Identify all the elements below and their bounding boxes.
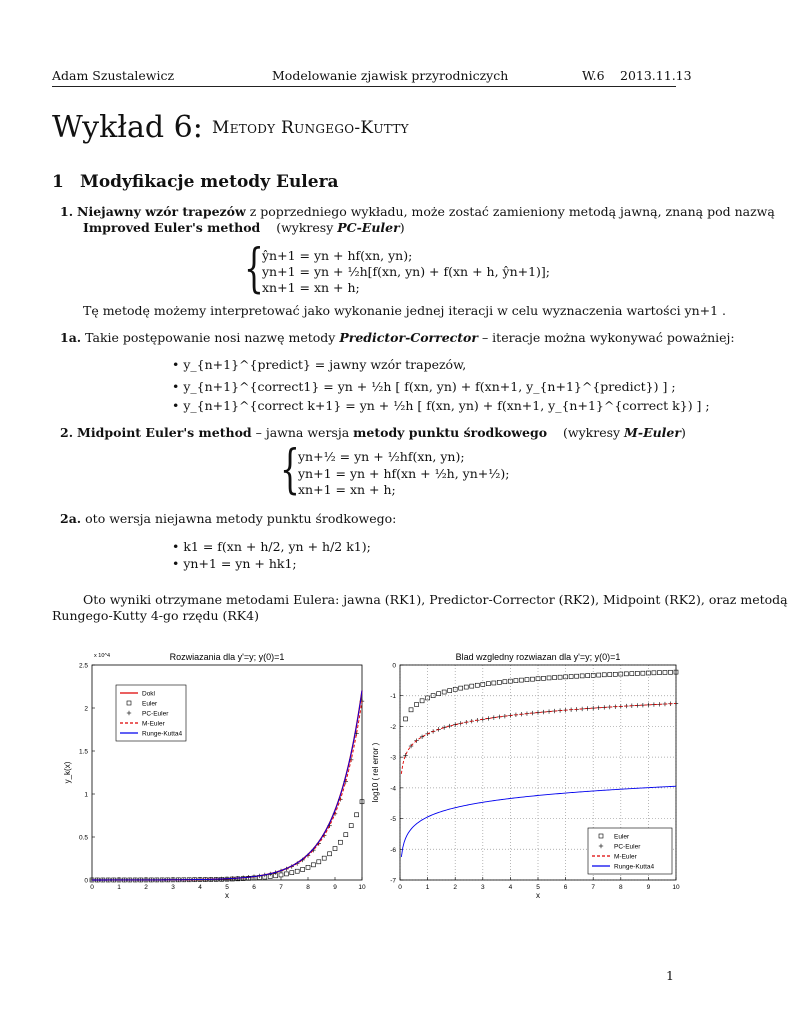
chart-title: Blad wzgledny rozwiazan dla y'=y; y(0)=1 — [455, 652, 621, 662]
point-euler — [575, 674, 579, 678]
y-tick-label: 2.5 — [78, 662, 88, 670]
point-euler — [652, 671, 656, 675]
point-euler — [602, 673, 606, 677]
x-tick-label: 1 — [117, 884, 121, 891]
item1-bold2: Improved Euler's method — [83, 220, 261, 235]
item1-bold: Niejawny wzór trapezów — [77, 204, 246, 219]
point-euler — [306, 865, 310, 869]
point-euler — [492, 681, 496, 685]
point-euler — [641, 671, 645, 675]
item1a-bullet-2: • y_{n+1}^{correct1} = yn + ½h [ f(xn, yn) + f(xn+1, y_{n+1}^{predict}) ] ; — [172, 379, 676, 394]
point-euler — [475, 683, 479, 687]
x-tick-label: 4 — [508, 884, 513, 891]
point-euler — [279, 873, 283, 877]
point-euler — [657, 671, 661, 675]
legend-label: Dokl — [142, 690, 156, 698]
x-tick-label: 8 — [618, 884, 623, 891]
x-tick-label: 1 — [425, 884, 430, 891]
point-euler — [497, 680, 501, 684]
legend-label: M-Euler — [614, 853, 637, 861]
point-euler — [586, 674, 590, 678]
point-euler — [349, 824, 353, 828]
section-heading — [52, 172, 339, 192]
item1-text-b: (wykresy — [276, 220, 338, 235]
point-euler — [284, 872, 288, 876]
eq-1-1: ŷn+1 = yn + hf(xn, yn); — [262, 248, 413, 263]
header-lecture: W.6 — [582, 68, 605, 83]
y-tick-label: 1 — [84, 791, 88, 799]
item2a-bullet-1: • k1 = f(xn + h/2, yn + h/2 k1); — [172, 539, 371, 554]
eq-2-2: yn+1 = yn + hf(xn + ½h, yn+½); — [298, 466, 510, 481]
y-tick-label: 1.5 — [78, 748, 88, 756]
error-chart — [371, 645, 688, 900]
point-euler — [328, 852, 332, 856]
item2-text-a: – jawna wersja — [251, 425, 354, 440]
legend-label: Runge-Kutta4 — [614, 863, 655, 871]
point-euler — [338, 840, 342, 844]
x-tick-label: 4 — [198, 884, 202, 891]
point-euler — [420, 699, 424, 703]
lecture-subtitle: Metody Rungego-Kutty — [212, 118, 409, 138]
x-tick-label: 10 — [358, 884, 366, 891]
point-euler — [564, 675, 568, 679]
y-tick-label: -2 — [390, 723, 396, 731]
item2-number: 2. — [60, 425, 74, 440]
item1-line1 — [60, 203, 775, 220]
point-euler — [437, 692, 441, 696]
item2-text-b: (wykresy — [563, 425, 625, 440]
item1-text-c: ) — [399, 220, 405, 235]
point-pc-euler — [420, 735, 424, 739]
point-euler — [464, 685, 468, 689]
x-tick-label: 3 — [171, 884, 175, 891]
x-tick-label: 8 — [306, 884, 310, 891]
point-euler — [613, 672, 617, 676]
x-axis-label: x — [225, 891, 229, 900]
lecture-title: Wykład 6: — [52, 110, 203, 145]
x-tick-label: 7 — [591, 884, 596, 891]
item1a-text-a: Takie postępowanie nosi nazwę metody — [85, 330, 340, 345]
header-date: 2013.11.13 — [620, 68, 692, 83]
eq-2-3: xn+1 = xn + h; — [298, 482, 396, 497]
point-euler — [630, 672, 634, 676]
point-euler — [608, 673, 612, 677]
y-tick-label: -4 — [390, 785, 396, 793]
point-euler — [442, 690, 446, 694]
x-tick-label: 2 — [453, 884, 458, 891]
brace-2: { — [280, 440, 300, 500]
x-tick-label: 6 — [563, 884, 568, 891]
point-euler — [333, 847, 337, 851]
item1-number: 1. — [60, 204, 74, 219]
point-euler — [301, 867, 305, 871]
y-tick-label: -6 — [390, 846, 396, 854]
point-euler — [404, 717, 408, 721]
header-author: Adam Szustalewicz — [52, 68, 175, 83]
point-euler — [295, 869, 299, 873]
solution-chart — [60, 645, 380, 900]
point-euler — [290, 871, 294, 875]
item2a-line — [60, 510, 396, 527]
eq-1-3: xn+1 = xn + h; — [262, 280, 360, 295]
eq-2-1: yn+½ = yn + ½hf(xn, yn); — [298, 449, 465, 464]
y-axis-label: log10 ( rel error ) — [371, 742, 380, 803]
page-number: 1 — [666, 968, 674, 983]
item1a-bullet-1: • y_{n+1}^{predict} = jawny wzór trapezów, — [172, 357, 467, 372]
point-euler — [322, 856, 326, 860]
point-euler — [580, 674, 584, 678]
item1-line2 — [83, 219, 405, 236]
point-euler — [547, 676, 551, 680]
item2a-number: 2a. — [60, 511, 82, 526]
item1a-bullet-3: • y_{n+1}^{correct k+1} = yn + ½h [ f(xn, yn) + f(xn+1, y_{n+1}^{correct k}) ] ; — [172, 398, 710, 413]
y-tick-label: -3 — [390, 754, 396, 762]
point-euler — [415, 703, 419, 707]
point-euler — [530, 677, 534, 681]
chart-title: Rozwiazania dla y'=y; y(0)=1 — [169, 652, 285, 662]
item2-method: M-Euler — [624, 425, 681, 440]
x-tick-label: 9 — [646, 884, 651, 891]
item2a-text: oto wersja niejawna metody punktu środkowego: — [85, 511, 397, 526]
item2-bold2: metody punktu środkowego — [353, 425, 548, 440]
item1a-number: 1a. — [60, 330, 82, 345]
point-euler — [558, 675, 562, 679]
item1a-text-b: – iteracje można wykonywać poważniej: — [477, 330, 735, 345]
point-euler — [426, 696, 430, 700]
item2-bold: Midpoint Euler's method — [77, 425, 252, 440]
results-line-2: Rungego-Kutty 4-go rzędu (RK4) — [52, 608, 259, 623]
y-tick-label: -1 — [390, 693, 396, 701]
legend-label: M-Euler — [142, 720, 165, 728]
legend-label: PC-Euler — [614, 843, 641, 851]
legend-label: Euler — [614, 833, 630, 841]
x-tick-label: 5 — [536, 884, 540, 891]
series-line-m-euler — [401, 703, 676, 773]
x-tick-label: 0 — [90, 884, 94, 891]
item1-after: Tę metodę możemy interpretować jako wykonanie jednej iteracji w celu wyznaczenia wartości yn+1 . — [83, 303, 727, 318]
point-euler — [514, 679, 518, 683]
x-tick-label: 7 — [279, 884, 283, 891]
y-axis-label: y_k(x) — [63, 761, 72, 784]
point-euler — [311, 863, 315, 867]
section-title: Modyfikacje metody Eulera — [80, 172, 339, 192]
point-euler — [448, 689, 452, 693]
y-tick-label: -7 — [390, 877, 396, 885]
point-euler — [668, 670, 672, 674]
point-euler — [355, 813, 359, 817]
header-course: Modelowanie zjawisk przyrodniczych — [272, 68, 509, 83]
point-euler — [503, 680, 507, 684]
y-tick-label: 2 — [84, 705, 88, 713]
x-tick-label: 3 — [480, 884, 485, 891]
point-euler — [344, 833, 348, 837]
point-euler — [553, 676, 557, 680]
x-tick-label: 9 — [333, 884, 337, 891]
point-euler — [317, 860, 321, 864]
results-line-1: Oto wyniki otrzymane metodami Eulera: jawna (RK1), Predictor-Corrector (RK2), Midpoint (RK2), oraz metodą — [83, 592, 788, 607]
x-tick-label: 0 — [398, 884, 402, 891]
point-euler — [470, 684, 474, 688]
point-euler — [459, 686, 463, 690]
section-number: 1 — [52, 172, 64, 192]
point-euler — [624, 672, 628, 676]
point-euler — [519, 678, 523, 682]
item2a-bullet-2: • yn+1 = yn + hk1; — [172, 556, 297, 571]
point-euler — [597, 673, 601, 677]
point-euler — [542, 676, 546, 680]
item1-method: PC-Euler — [337, 220, 400, 235]
brace-1: { — [244, 239, 264, 299]
y-tick-label: -5 — [390, 816, 396, 824]
x-tick-label: 10 — [672, 884, 680, 891]
legend-label: Euler — [142, 700, 158, 708]
point-euler — [635, 671, 639, 675]
point-euler — [525, 678, 529, 682]
x-tick-label: 2 — [144, 884, 148, 891]
x-tick-label: 5 — [225, 884, 229, 891]
legend-label: PC-Euler — [142, 710, 169, 718]
point-euler — [508, 679, 512, 683]
item1a-method: Predictor-Corrector — [339, 330, 478, 345]
y-tick-label: 0 — [84, 877, 88, 885]
point-euler — [486, 682, 490, 686]
y-tick-label: 0.5 — [78, 834, 88, 842]
y-tick-label: 0 — [392, 662, 396, 670]
x-tick-label: 6 — [252, 884, 256, 891]
point-euler — [663, 670, 667, 674]
point-euler — [409, 708, 413, 712]
item2-line — [60, 424, 686, 441]
x-axis-label: x — [536, 891, 540, 900]
item1a-line — [60, 329, 735, 346]
item1-text: z poprzedniego wykładu, może zostać zamieniony metodą jawną, znaną pod nazwą — [245, 204, 775, 219]
point-euler — [591, 673, 595, 677]
legend-label: Runge-Kutta4 — [142, 730, 183, 738]
point-euler — [569, 675, 573, 679]
eq-1-2: yn+1 = yn + ½h[f(xn, yn) + f(xn + h, ŷn+1)]; — [262, 264, 551, 279]
item2-text-c: ) — [680, 425, 686, 440]
header-rule — [52, 86, 676, 87]
y-multiplier: x 10^4 — [94, 653, 111, 659]
